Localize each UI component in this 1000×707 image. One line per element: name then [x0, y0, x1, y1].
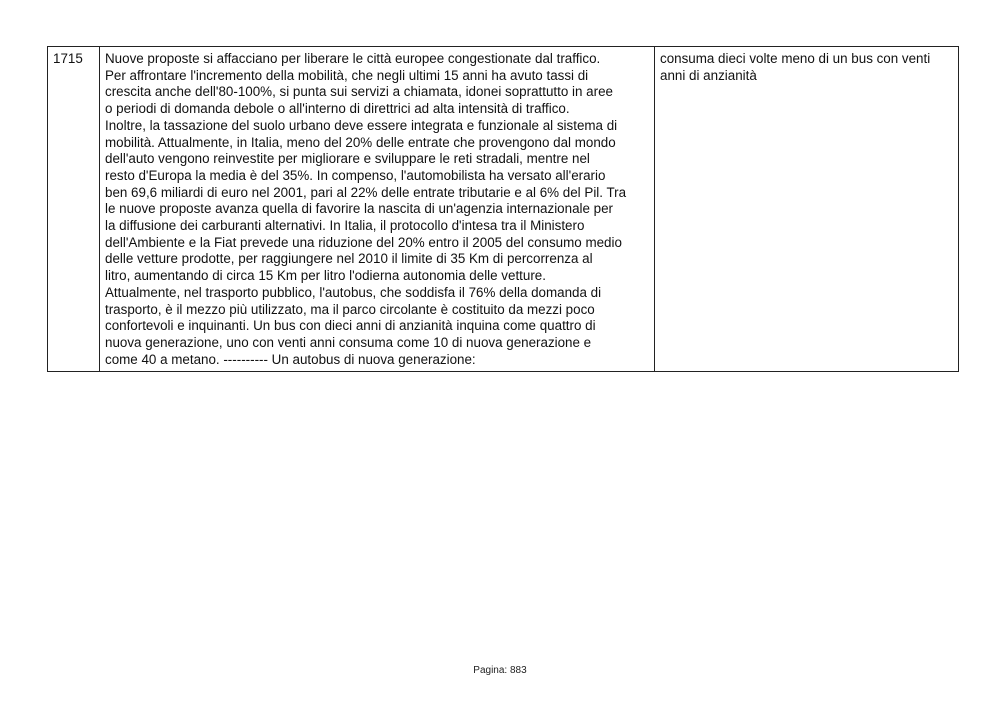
text-line: confortevoli e inquinanti. Un bus con dieci anni di anzianità inquina come quattro di [105, 318, 596, 334]
text-line: crescita anche dell'80-100%, si punta sui servizi a chiamata, idonei soprattutto in aree [105, 84, 613, 100]
table-row [48, 47, 959, 372]
text-line: le nuove proposte avanza quella di favorire la nascita di un'agenzia internazionale per [105, 201, 614, 217]
text-line: Nuove proposte si affacciano per liberare le città europee congestionate dal traffico. [105, 51, 601, 66]
text-line: litro, aumentando di circa 15 Km per litro l'odierna autonomia delle vetture. [105, 268, 546, 284]
row-text-cell [100, 47, 655, 372]
row-id-cell [48, 47, 100, 372]
row-id: 1715 [53, 51, 83, 66]
text-line: come 40 a metano. ---------- Un autobus di nuova generazione: [105, 351, 476, 367]
text-line: dell'Ambiente e la Fiat prevede una riduzione del 20% entro il 2005 del consumo medio [105, 234, 622, 250]
text-line: ben 69,6 miliardi di euro nel 2001, pari al 22% delle entrate tributarie e al 6% del Pil. Tra [105, 184, 627, 200]
text-line: Inoltre, la tassazione del suolo urbano deve essere integrata e funzionale al sistema di [105, 117, 618, 133]
document-table [47, 46, 959, 372]
note-line: anni di anzianità [660, 67, 757, 83]
text-line: trasporto, è il mezzo più utilizzato, ma il parco circolante è costituito da mezzi poco [105, 301, 595, 317]
text-line: nuova generazione, uno con venti anni consuma come 10 di nuova generazione e [105, 334, 592, 350]
text-line: dell'auto vengono reinvestite per migliorare e sviluppare le reti stradali, mentre nel [105, 151, 590, 167]
text-line: Per affrontare l'incremento della mobilità, che negli ultimi 15 anni ha avuto tassi di [105, 67, 589, 83]
text-line: resto d'Europa la media è del 35%. In compenso, l'automobilista ha versato all'erario [105, 167, 606, 183]
text-line: mobilità. Attualmente, in Italia, meno del 20% delle entrate che provengono dal mondo [105, 134, 616, 150]
text-line: o periodi di domanda debole o all'interno di direttrici ad alta intensità di traffico. [105, 101, 570, 117]
page-number: Pagina: 883 [473, 665, 527, 676]
text-line: la diffusione dei carburanti alternativi. In Italia, il protocollo d'intesa tra il Ministero [105, 218, 585, 234]
text-line: Attualmente, nel trasporto pubblico, l'autobus, che soddisfa il 76% della domanda di [105, 284, 602, 300]
text-line: delle vetture prodotte, per raggiungere nel 2010 il limite di 35 Km di percorrenza al [105, 251, 593, 267]
row-note-cell [655, 47, 959, 372]
note-line: consuma dieci volte meno di un bus con venti [660, 51, 931, 66]
